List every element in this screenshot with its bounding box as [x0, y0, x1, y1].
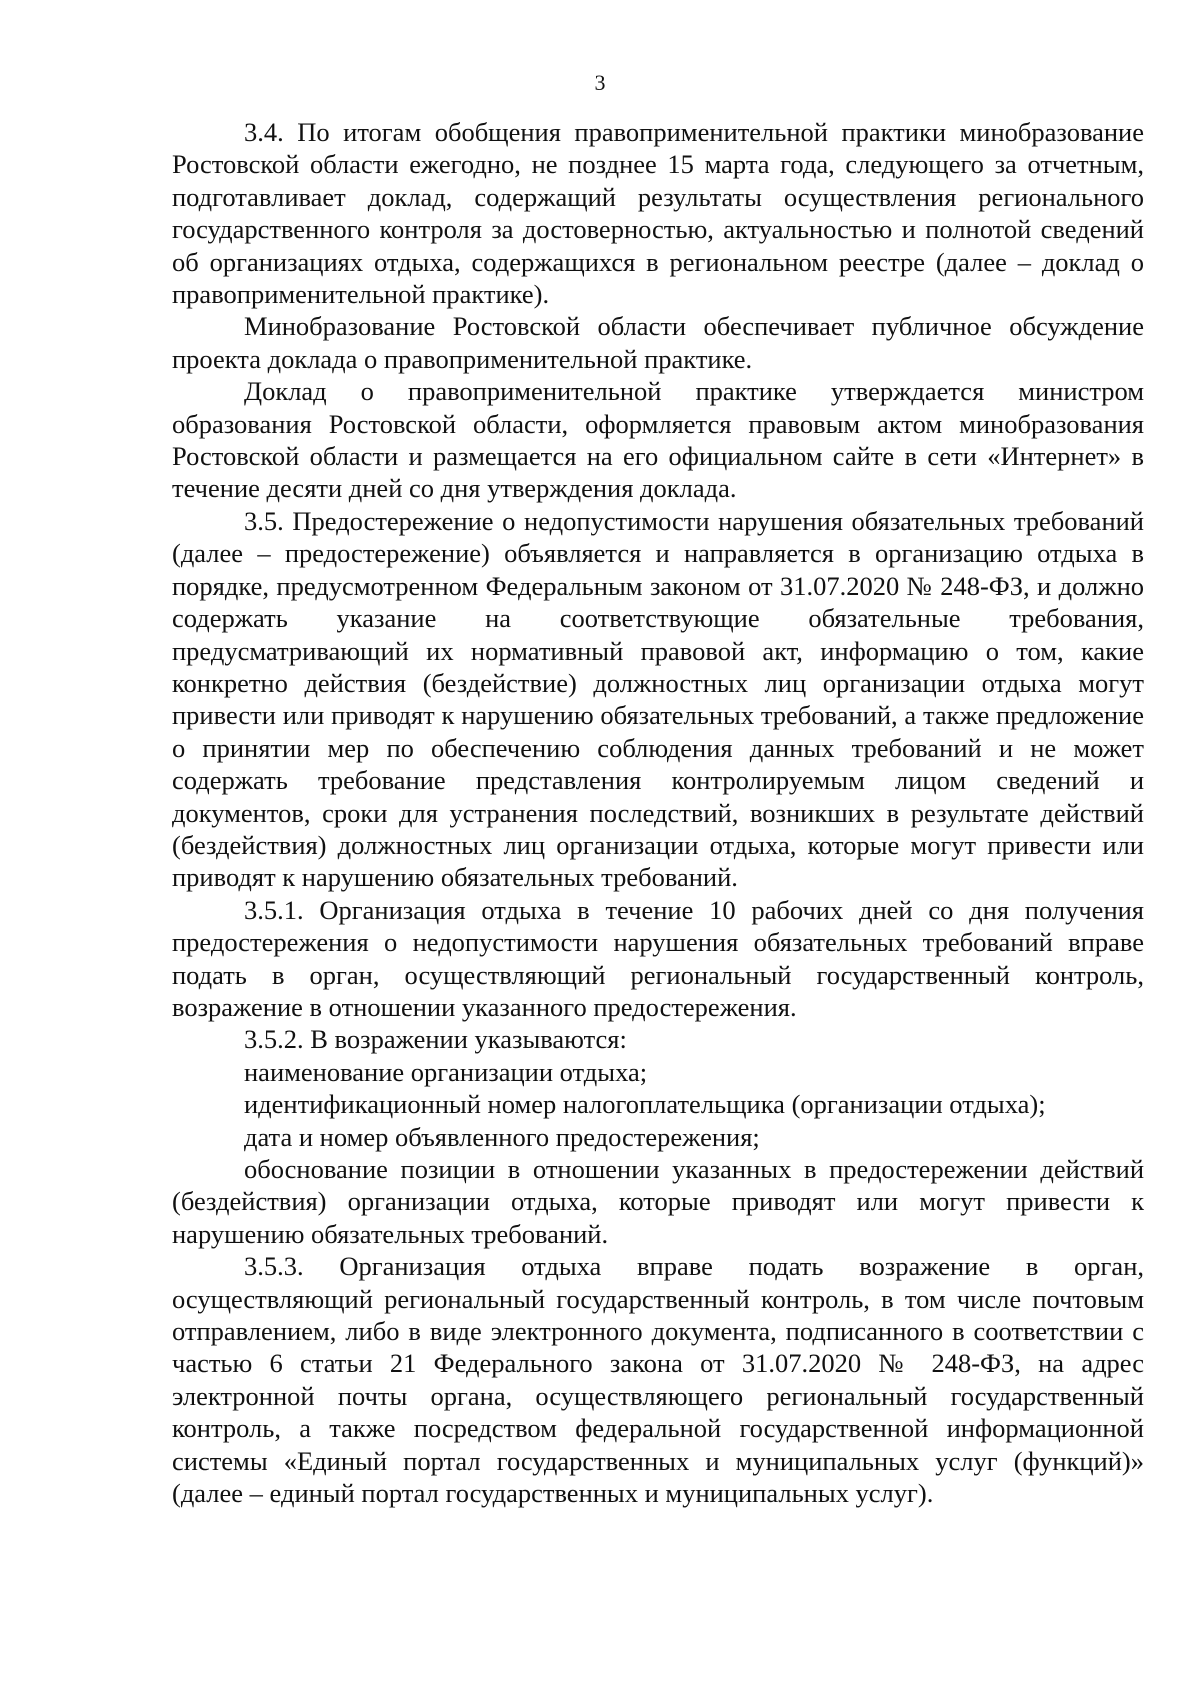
paragraph-3-5-1: 3.5.1. Организация отдыха в течение 10 рабочих дней со дня получения предостережения о недопустимости нарушения обязательных требований вправе подать в орган, осуществляющий региональный государственный контроль, возражение в отношении указанного предостережения.	[172, 894, 1144, 1022]
paragraph-3-5-3: 3.5.3. Организация отдыха вправе подать возражение в орган, осуществляющий региональный государственный контроль, в том числе почтовым отправлением, либо в виде электронного документа, подписанного в соответствии с частью 6 статьи 21 Федерального закона от 31.07.2020 № 248-ФЗ, на адрес электронной почты органа, осуществляющего региональный государственный контроль, а также посредством федеральной государственной информационной системы «Единый портал государственных и муниципальных услуг (функций)» (далее – единый портал государственных и муниципальных услуг).	[172, 1251, 1144, 1509]
paragraph-3-5-2: 3.5.2. В возражении указываются:	[244, 1024, 627, 1055]
list-item-position-justification: обоснование позиции в отношении указанных в предостережении действий (бездействия) организации отдыха, которые приводят или могут привести к нарушению обязательных требований.	[172, 1154, 1144, 1249]
paragraph-3-4: 3.4. По итогам обобщения правоприменительной практики минобразование Ростовской области ежегодно, не позднее 15 марта года, следующего за отчетным, подготавливает доклад, содержащий результаты осуществления регионального государственного контроля за достоверностью, актуальностью и полнотой сведений об организациях отдыха, содержащихся в региональном реестре (далее – доклад о правоприменительной практике).	[172, 117, 1144, 310]
list-item-taxpayer-id: идентификационный номер налогоплательщика (организации отдыха);	[244, 1089, 1046, 1120]
list-item-organization-name: наименование организации отдыха;	[244, 1056, 648, 1087]
page-number: 3	[594, 70, 606, 95]
document-body	[172, 116, 1144, 1509]
list-item-warning-date-number: дата и номер объявленного предостережения;	[244, 1121, 760, 1152]
paragraph-3-5: 3.5. Предостережение о недопустимости нарушения обязательных требований (далее – предостережение) объявляется и направляется в организацию отдыха в порядке, предусмотренном Федеральным законом от 31.07.2020 № 248-ФЗ, и должно содержать указание на соответствующие обязательные требования, предусматривающий их нормативный правовой акт, информацию о том, какие конкретно действия (бездействие) должностных лиц организации отдыха могут привести или приводят к нарушению обязательных требований, а также предложение о принятии мер по обеспечению соблюдения данных требований и не может содержать требование представления контролируемым лицом сведений и документов, сроки для устранения последствий, возникших в результате действий (бездействия) должностных лиц организации отдыха, которые могут привести или приводят к нарушению обязательных требований.	[172, 505, 1144, 893]
paragraph-report-approval: Доклад о правоприменительной практике утверждается министром образования Ростовской области, оформляется правовым актом минобразования Ростовской области и размещается на его официальном сайте в сети «Интернет» в течение десяти дней со дня утверждения доклада.	[172, 376, 1144, 504]
paragraph-public-discussion: Минобразование Ростовской области обеспечивает публичное обсуждение проекта доклада о правоприменительной практике.	[172, 311, 1144, 374]
